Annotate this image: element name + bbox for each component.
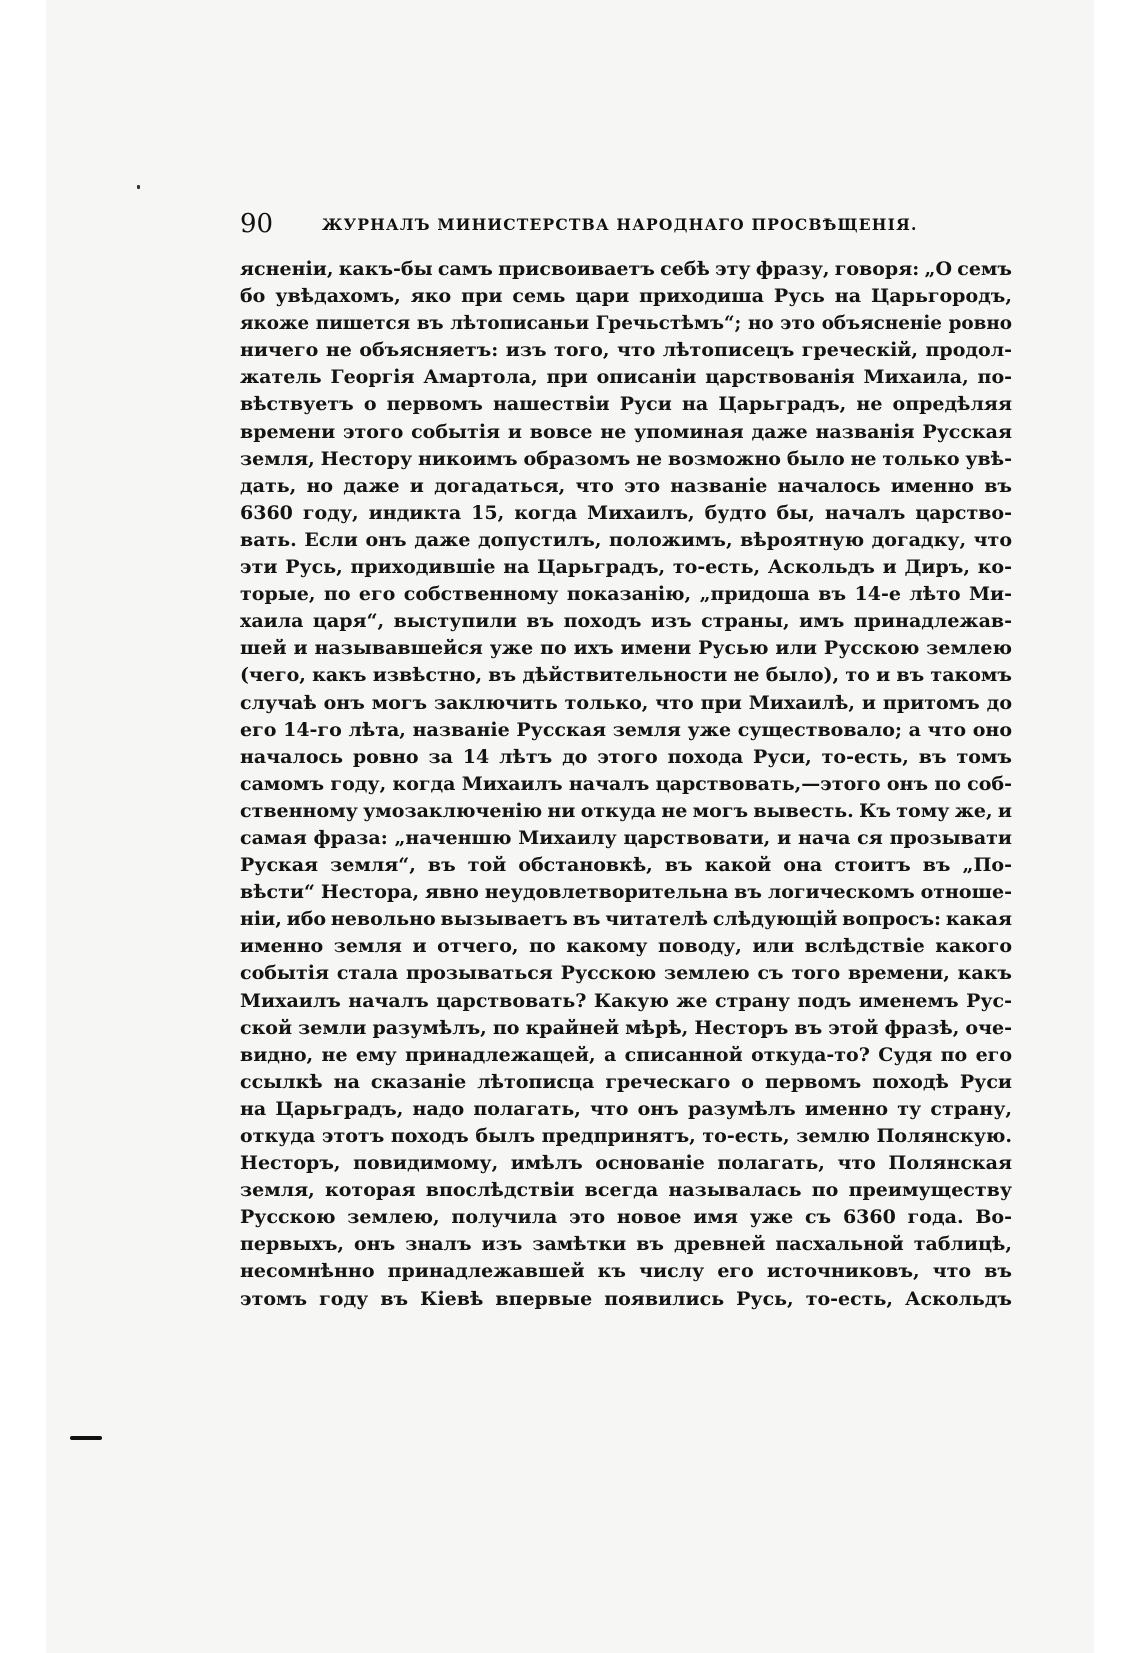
text-line: вать. Если онъ даже допустилъ, положимъ, вѣроятную догадку, что: [240, 528, 1012, 551]
text-line: самая фраза: „наченшю Михаилу царствовати, и нача ся прозывати: [240, 826, 1012, 849]
page-number: 90: [240, 209, 274, 239]
text-line: первыхъ, онъ зналъ изъ замѣтки въ древней пасхальной таблицѣ,: [240, 1233, 1012, 1256]
text-line: времени этого событія и вовсе не упоминая даже названія Русская: [240, 420, 1012, 443]
text-line: земля, которая впослѣдствіи всегда называлась по преимуществу: [240, 1179, 1012, 1202]
text-line: вѣсти“ Нестора, явно неудовлетворительна въ логическомъ отноше-: [240, 881, 1012, 904]
text-line: Несторъ, повидимому, имѣлъ основаніе полагать, что Полянская: [240, 1152, 1012, 1175]
text-line: торые, по его собственному показанію, „придоша въ 14-е лѣто Ми-: [240, 583, 1012, 606]
text-line: видно, не ему принадлежащей, а списанной откуда-то? Судя по его: [240, 1043, 1012, 1066]
text-line: шей и называвшейся уже по ихъ имени Русью или Русскою землею: [240, 637, 1012, 660]
text-line: на Царьградъ, надо полагать, что онъ разумѣлъ именно ту страну,: [240, 1097, 1012, 1120]
ink-speck: [137, 185, 140, 189]
text-line: якоже пишется въ лѣтописаньи Гречьстѣмъ“; но это объясненіе ровно: [240, 313, 1012, 335]
text-line: Русскою землею, получила это новое имя уже съ 6360 года. Во-: [240, 1206, 1012, 1229]
running-title: ЖУРНАЛЪ МИНИСТЕРСТВА НАРОДНАГО ПРОСВѢЩЕНІЯ.: [322, 215, 918, 234]
text-line: ничего не объясняетъ: изъ того, что лѣтописецъ греческій, продол-: [240, 339, 1012, 362]
body-text: [240, 256, 1012, 1313]
text-line: случаѣ онъ могъ заключить только, что при Михаилѣ, и притомъ до: [240, 691, 1012, 714]
text-line: ссылкѣ на сказаніе лѣтописца греческаго о первомъ походѣ Руси: [240, 1070, 1012, 1093]
text-line: Руская земля“, въ той обстановкѣ, въ какой она стоитъ въ „По-: [240, 854, 1012, 877]
text-line: земля, Нестору никоимъ образомъ не возможно было не только увѣ-: [240, 447, 1012, 470]
text-line: началось ровно за 14 лѣтъ до этого похода Руси, то-есть, въ томъ: [240, 745, 1012, 768]
text-line: несомнѣнно принадлежавшей къ числу его источниковъ, что въ: [240, 1260, 1012, 1283]
text-line: этомъ году въ Кіевѣ впервые появились Русь, то-есть, Аскольдъ: [240, 1287, 1012, 1310]
text-line: эти Русь, приходившіе на Царьградъ, то-есть, Аскольдъ и Диръ, ко-: [240, 556, 1012, 579]
text-line: событія стала прозываться Русскою землею съ того времени, какъ: [240, 962, 1012, 985]
text-line: Михаилъ началъ царствовать? Какую же страну подъ именемъ Рус-: [240, 989, 1012, 1012]
text-line: именно земля и отчего, по какому поводу, или вслѣдствіе какого: [240, 935, 1012, 958]
text-line: ственному умозаключенію ни откуда не могъ вывесть. Къ тому же, и: [240, 799, 1012, 822]
text-line: вѣствуетъ о первомъ нашествіи Руси на Царьградъ, не опредѣляя: [240, 393, 1012, 416]
text-line: его 14-го лѣта, названіе Русская земля уже существовало; а что оно: [240, 718, 1012, 741]
text-line: ясненіи, какъ-бы самъ присвоиваетъ себѣ эту фразу, говоря: „О семъ: [240, 258, 1012, 280]
text-line: (чего, какъ извѣстно, въ дѣйствительности не было), то и въ такомъ: [240, 664, 1012, 687]
text-line: жатель Георгія Амартола, при описаніи царствованія Михаила, по-: [240, 366, 1012, 389]
text-line: хаила царя“, выступили въ походъ изъ страны, имъ принадлежав-: [240, 610, 1012, 633]
margin-mark: [70, 1436, 102, 1440]
text-line: откуда этотъ походъ былъ предпринятъ, то-есть, землю Полянскую.: [240, 1125, 1012, 1147]
text-line: бо увѣдахомъ, яко при семь цари приходиша Русь на Царьгородъ,: [240, 285, 1012, 308]
text-line: самомъ году, когда Михаилъ началъ царствовать,—этого онъ по соб-: [240, 772, 1012, 795]
text-line: ской земли разумѣлъ, по крайней мѣрѣ, Несторъ въ этой фразѣ, оче-: [240, 1016, 1012, 1039]
text-line: 6360 году, индикта 15, когда Михаилъ, будто бы, началъ царство-: [240, 501, 1012, 524]
text-line: ніи, ибо невольно вызываетъ въ читателѣ слѣдующій вопросъ: какая: [240, 908, 1012, 931]
text-line: дать, но даже и догадаться, что это названіе началось именно въ: [240, 474, 1012, 497]
page-header: [240, 208, 1012, 240]
